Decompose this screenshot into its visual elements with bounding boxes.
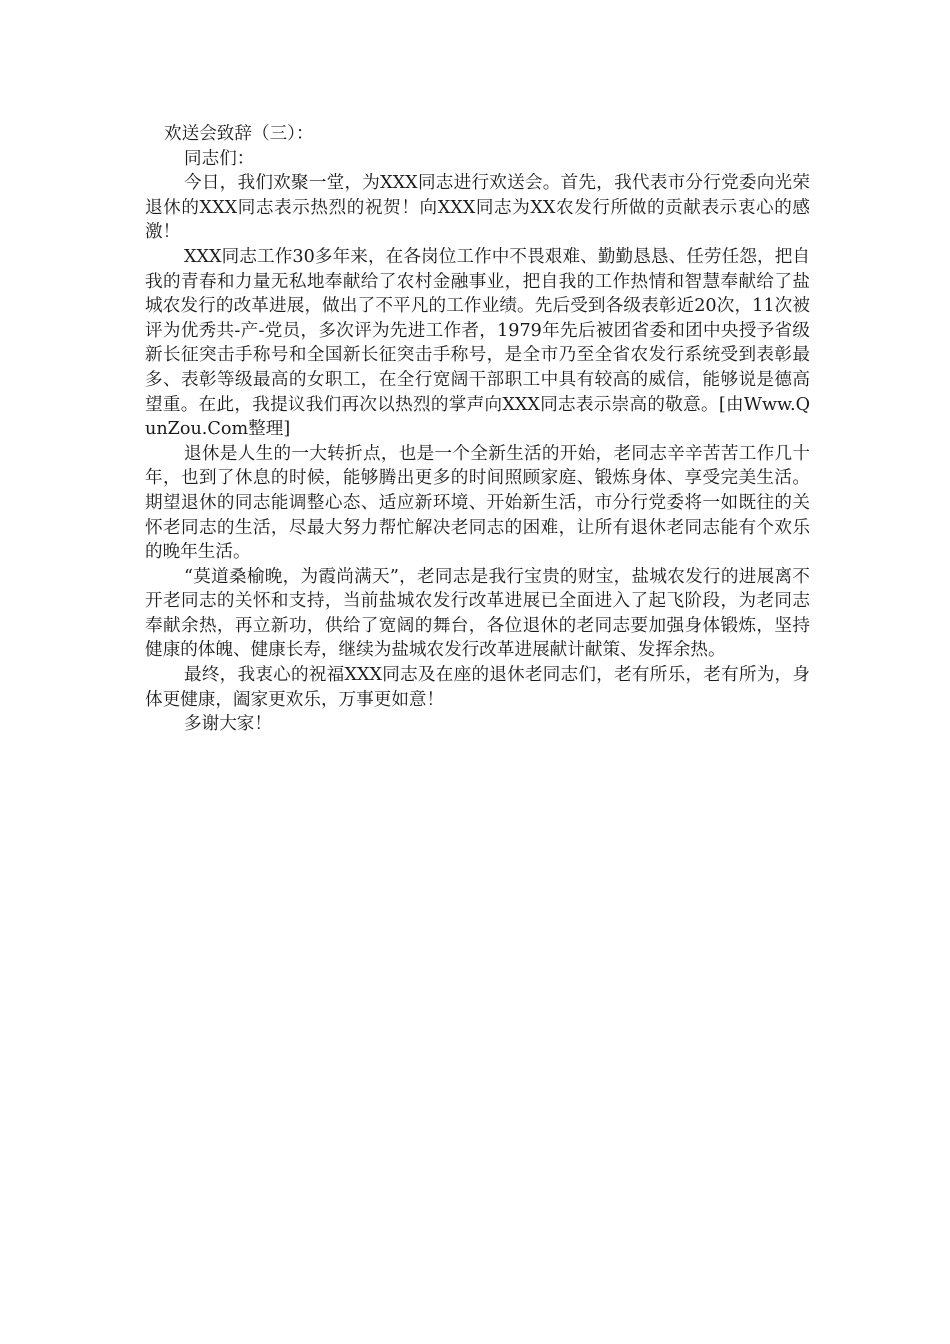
document-title: 欢送会致辞（三）： (164, 124, 314, 144)
paragraph-encouragement: “莫道桑榆晚，为霞尚满天”，老同志是我行宝贵的财宝，盐城农发行的进展离不开老同志的关怀和支持，当前盐城农发行改革进展已全面进入了起飞阶段，为老同志奉献余热，再立新功，供给了宽阔的舞台，各位退休的老同志要加强身体锻炼，坚持健康的体魄、健康长寿，继续为盐城农发行改革进展献计献策、发挥余热。 (145, 566, 810, 661)
closing: 多谢大家！ (184, 714, 272, 735)
document-body (145, 122, 810, 737)
paragraph-retirement: 退休是人生的一大转折点，也是一个全新生活的开始，老同志辛辛苦苦工作几十年，也到了休息的时候，能够腾出更多的时间照顾家庭、锻炼身体、享受完美生活。期望退休的同志能调整心态、适应新环境、开始新生活，市分行党委将一如既往的关怀老同志的生活，尽最大努力帮忙解决老同志的困难，让所有退休老同志能有个欢乐的晚年生活。 (145, 443, 810, 563)
paragraph-opening: 今日，我们欢聚一堂，为XXX同志进行欢送会。首先，我代表市分行党委向光荣退休的XXX同志表示热烈的祝贺！向XXX同志为XX农发行所做的贡献表示衷心的感激！ (145, 173, 810, 243)
salutation: 同志们： (184, 148, 255, 169)
paragraph-achievements: XXX同志工作30多年来，在各岗位工作中不畏艰难、勤勤恳恳、任劳任怨，把自我的青春和力量无私地奉献给了农村金融事业，把自我的工作热情和智慧奉献给了盐城农发行的改革进展，做出了不平凡的工作业绩。先后受到各级表彰近20次，11次被评为优秀共-产-党员，多次评为先进工作者，1979年先后被团省委和团中央授予省级新长征突击手称号和全国新长征突击手称号，是全市乃至全省农发行系统受到表彰最多、表彰等级最高的女职工，在全行宽阔干部职工中具有较高的威信，能够说是德高望重。在此，我提议我们再次以热烈的掌声向XXX同志表示崇高的敬意。[由Www.QunZou.Com整理] (145, 246, 810, 440)
paragraph-blessing: 最终，我衷心的祝福XXX同志及在座的退休老同志们，老有所乐，老有所为，身体更健康，阖家更欢乐，万事更如意！ (145, 665, 810, 710)
